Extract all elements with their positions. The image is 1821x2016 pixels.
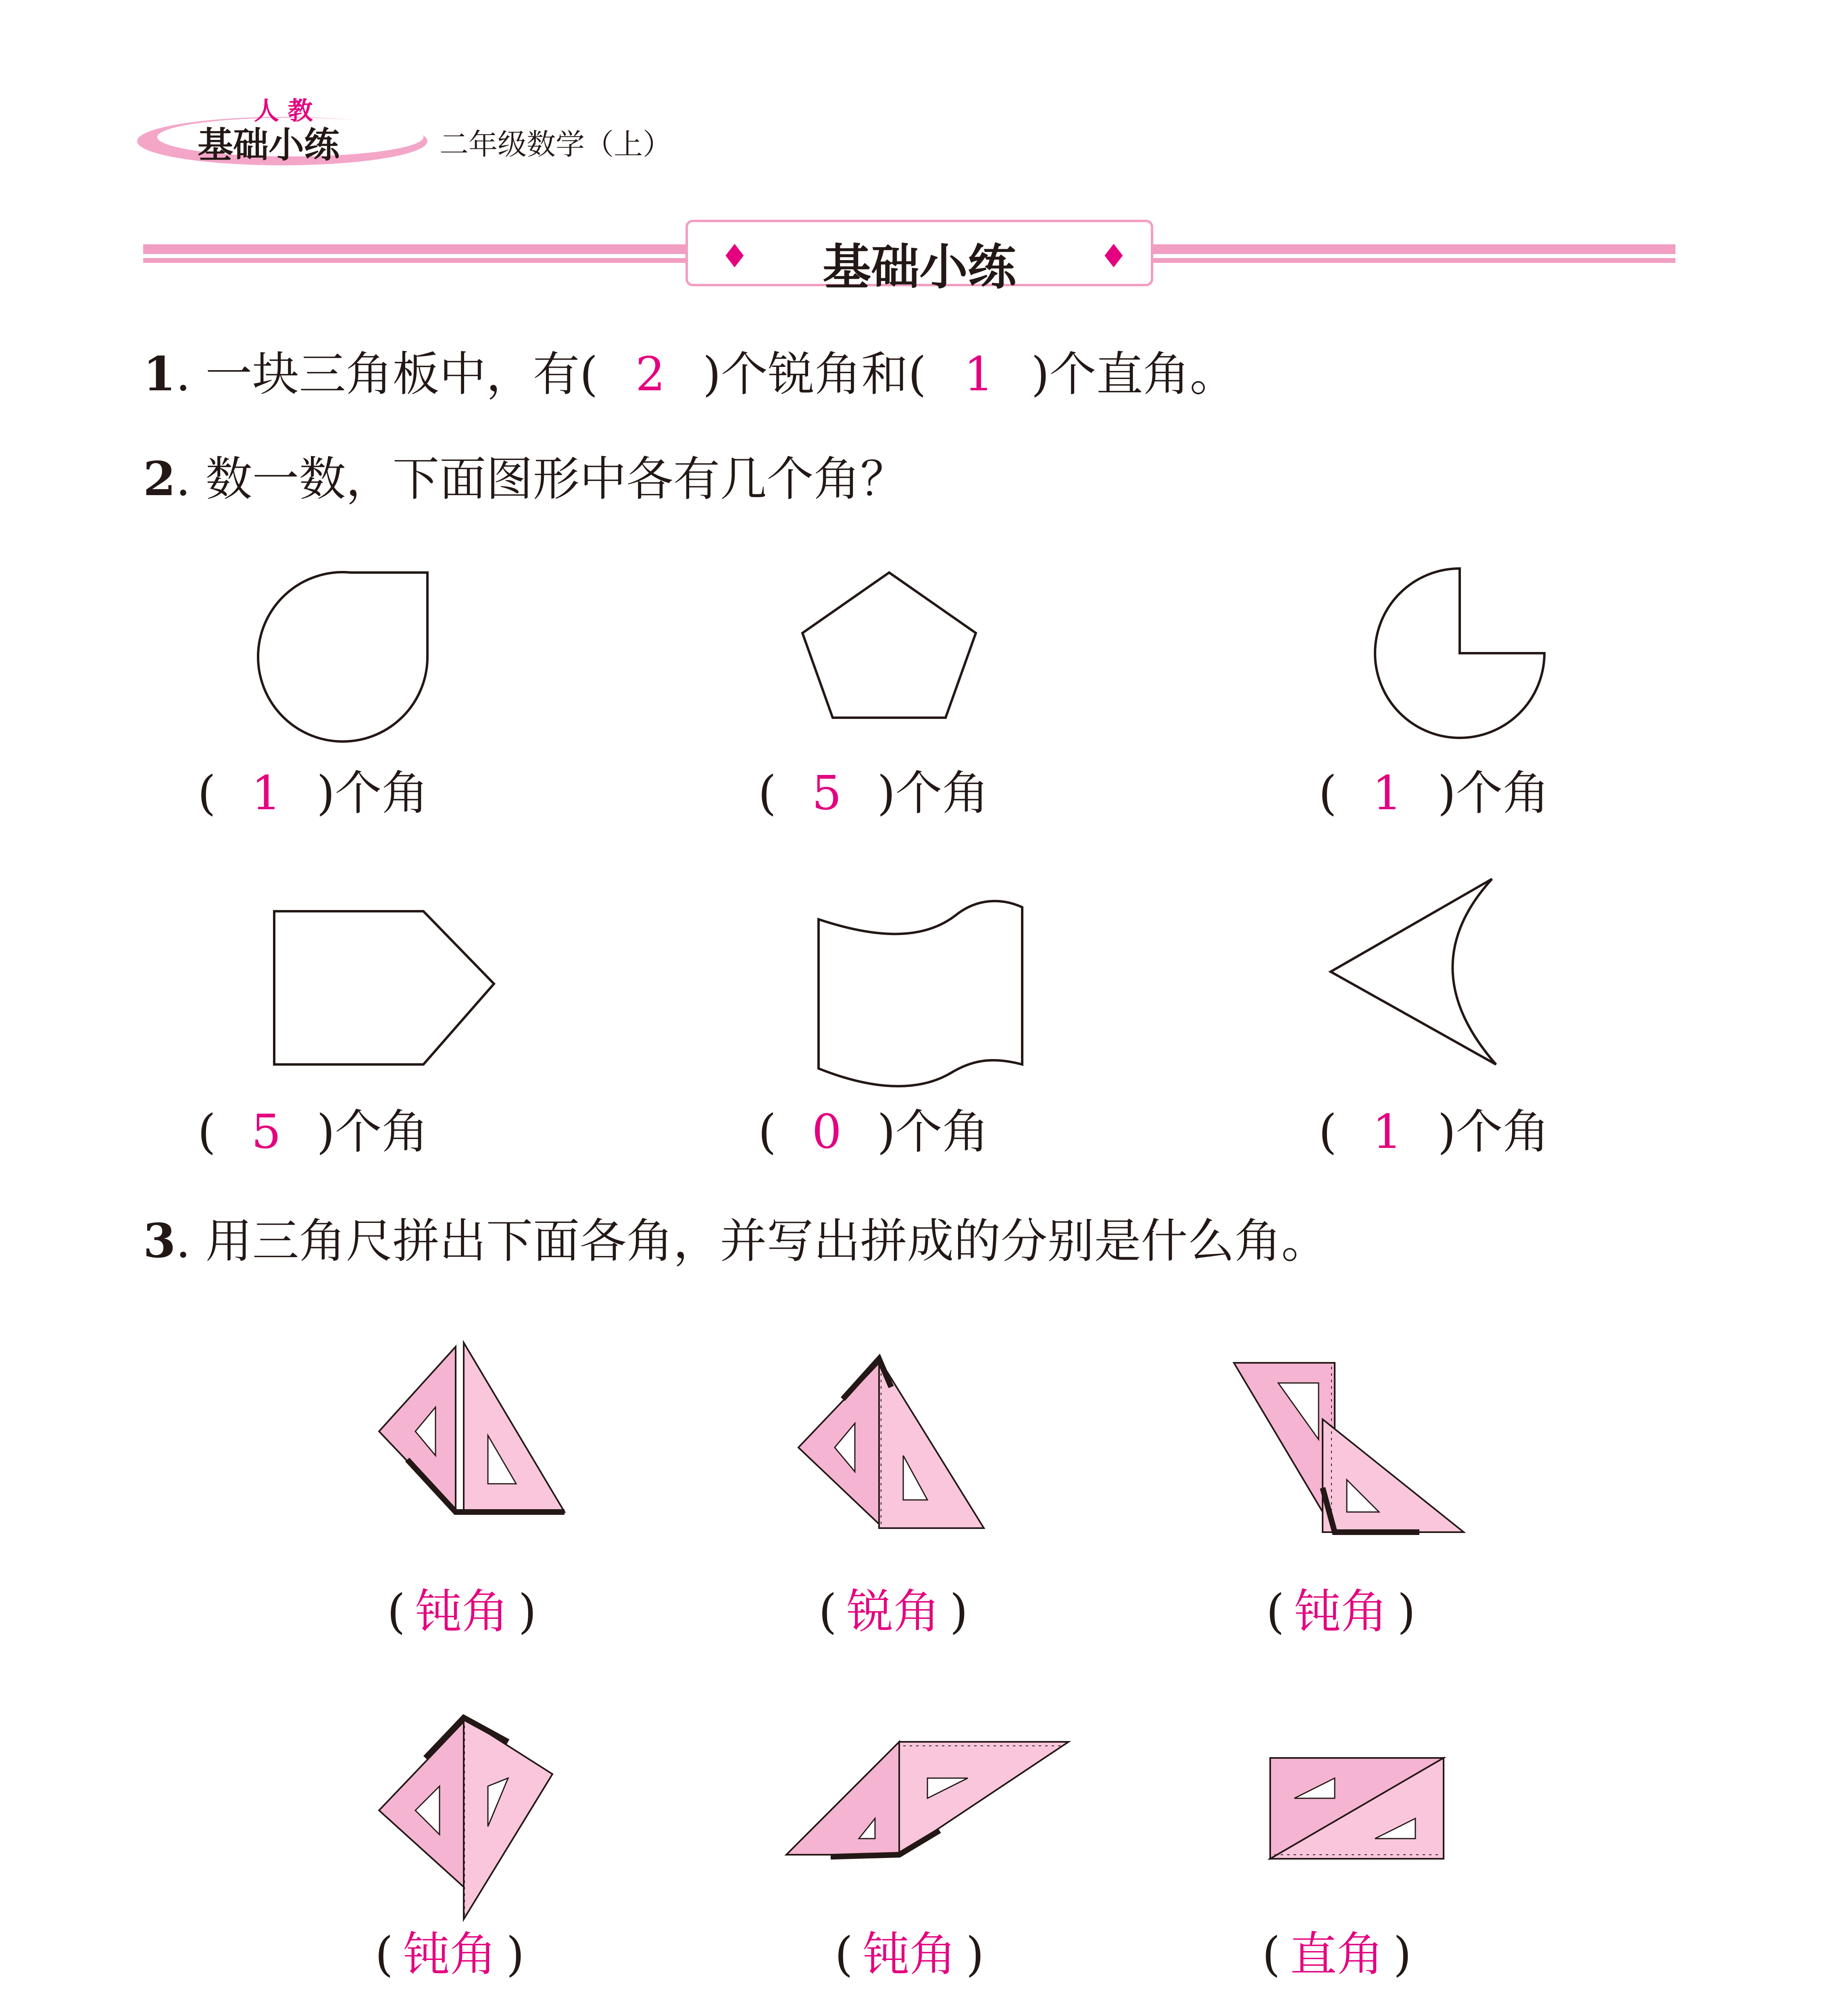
question-2 bbox=[143, 452, 907, 506]
q3-answer-line: ( 直角 ) bbox=[1262, 1927, 1412, 1982]
q2-answer[interactable]: 1 bbox=[1372, 1105, 1402, 1159]
section-title-box bbox=[685, 220, 1153, 296]
set-square-figure-3 bbox=[1226, 1359, 1476, 1552]
q3-answer-line: ( 钝角 ) bbox=[375, 1927, 525, 1982]
q2-answer[interactable]: 5 bbox=[251, 1105, 281, 1159]
set-square-figure-5 bbox=[778, 1738, 1085, 1875]
q2-answer-line: ( 1 )个角 bbox=[1319, 1105, 1550, 1159]
q2-answer[interactable]: 1 bbox=[251, 766, 281, 821]
q1-text-c: )个直角。 bbox=[1031, 347, 1237, 402]
q2-answer-line: ( 1 )个角 bbox=[198, 766, 429, 821]
q3-answer[interactable]: 锐角 bbox=[846, 1585, 940, 1639]
question-1 bbox=[143, 347, 1237, 402]
question-3 bbox=[143, 1214, 1328, 1268]
question-number: 2 bbox=[143, 452, 176, 506]
pentagon-shape bbox=[790, 564, 1000, 734]
q2-answer-line: ( 5 )个角 bbox=[758, 766, 989, 821]
set-square-figure-4 bbox=[371, 1714, 573, 1931]
q1-text-a: . 一块三角板中，有( bbox=[175, 347, 598, 402]
q2-answer-line: ( 0 )个角 bbox=[758, 1105, 989, 1159]
header-logo bbox=[133, 73, 698, 194]
q3-answer-line: ( 钝角 ) bbox=[1266, 1585, 1416, 1639]
q3-answer-line: ( 钝角 ) bbox=[387, 1585, 537, 1639]
q3-answer[interactable]: 钝角 bbox=[863, 1927, 956, 1982]
wavy-rectangle-shape bbox=[806, 891, 1032, 1085]
q3-answer-line: ( 锐角 ) bbox=[819, 1585, 968, 1639]
house-pentagon-shape bbox=[262, 903, 512, 1081]
q3-text: . 用三角尺拼出下面各角，并写出拼成的分别是什么角。 bbox=[175, 1214, 1328, 1268]
q2-answer[interactable]: 1 bbox=[1372, 766, 1402, 821]
q3-answer[interactable]: 钝角 bbox=[1294, 1585, 1388, 1639]
q3-answer[interactable]: 直角 bbox=[1290, 1927, 1384, 1982]
section-title: 基础小练 bbox=[823, 240, 1016, 296]
q2-answer[interactable]: 0 bbox=[812, 1105, 842, 1159]
pacman-circle-shape bbox=[1351, 556, 1561, 750]
q1-answer-2[interactable]: 1 bbox=[964, 347, 994, 402]
logo-main-text: 基础小练 bbox=[198, 124, 340, 166]
subject-label: 二年级数学（上） bbox=[440, 127, 672, 161]
set-square-figure-1 bbox=[371, 1339, 573, 1524]
q3-answer-line: ( 钝角 ) bbox=[835, 1927, 984, 1982]
q1-answer-1[interactable]: 2 bbox=[635, 347, 665, 402]
q3-answer[interactable]: 钝角 bbox=[415, 1585, 509, 1639]
q2-answer-line: ( 1 )个角 bbox=[1319, 766, 1550, 821]
set-square-figure-6 bbox=[1266, 1754, 1452, 1871]
q1-text-b: )个锐角和( bbox=[702, 347, 927, 402]
q3-answer[interactable]: 钝角 bbox=[403, 1927, 497, 1982]
q2-answer[interactable]: 5 bbox=[812, 766, 842, 821]
q2-text: . 数一数，下面图形中各有几个角？ bbox=[175, 452, 907, 506]
q2-answer-line: ( 5 )个角 bbox=[198, 1105, 429, 1159]
set-square-figure-2 bbox=[790, 1355, 1000, 1548]
question-number: 1 bbox=[143, 347, 176, 402]
diamond-icon: ♦ bbox=[1099, 237, 1128, 275]
logo-top-text: 人 教 bbox=[254, 96, 313, 125]
curved-triangle-shape bbox=[1323, 875, 1548, 1085]
question-number: 3 bbox=[143, 1214, 176, 1268]
teardrop-shape bbox=[242, 556, 444, 750]
diamond-icon: ♦ bbox=[720, 237, 749, 275]
